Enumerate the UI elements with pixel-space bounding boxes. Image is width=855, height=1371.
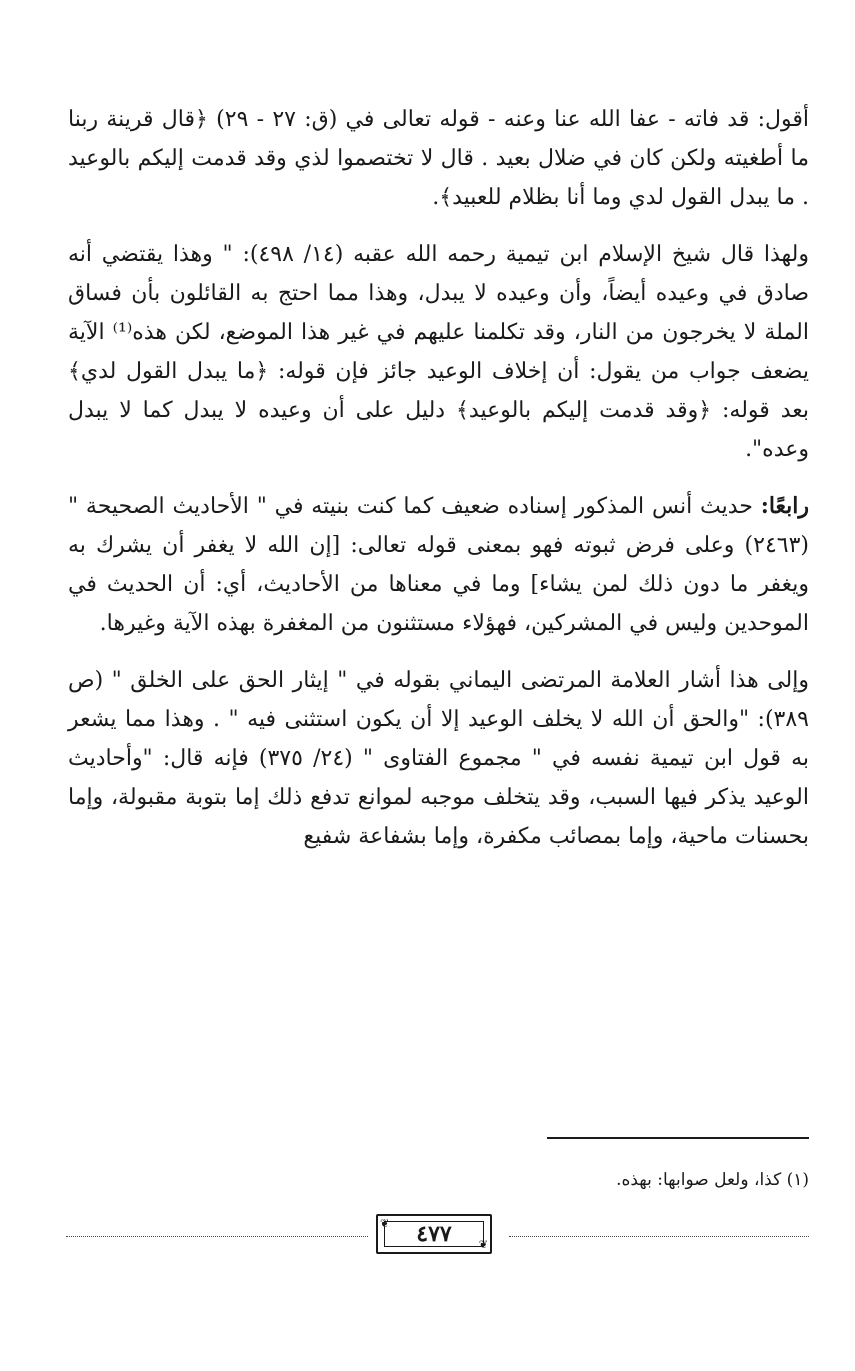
ornament-icon: ❦ <box>478 1238 488 1251</box>
footnote: (١) كذا، ولعل صوابها: بهذه. <box>616 1170 809 1190</box>
paragraph-text: حديث أنس المذكور إسناده ضعيف كما كنت بنيته في " الأحاديث الصحيحة " (٢٤٦٣) وعلى فرض ثبوته فهو بمعنى قوله تعالى: [إن الله لا يغفر أن يشرك به ويغفر ما دون ذلك لمن يشاء] وما في معناها من الأحاديث، أي: أن الحديث في الموحدين وليس في المشركين، فهؤلاء مستثنون من المغفرة بهذه الآية وغيرها. <box>68 494 809 636</box>
paragraph-text: ولهذا قال شيخ الإسلام ابن تيمية رحمه الله عقبه (١٤/ ٤٩٨): " وهذا يقتضي أنه صادق في وعيده أيضاً، وأن وعيده لا يبدل، وهذا مما احتج به القائلون بأن فساق الملة لا يخرجون من النار، وقد تكلمنا عليهم في غير هذا الموضع، لكن هذه⁽¹⁾ الآية يضعف جواب من يقول: أن إخلاف الوعيد جائز فإن قوله: ﴿ما يبدل القول لدي﴾ بعد قوله: ﴿وقد قدمت إليكم بالوعيد﴾ دليل على أن وعيده لا يبدل كما لا يبدل وعده". <box>68 242 810 462</box>
main-text <box>68 100 809 874</box>
footer-dotted-rule-left <box>66 1236 368 1237</box>
paragraph-2 <box>68 235 809 469</box>
page-number-frame <box>376 1214 492 1254</box>
paragraph-3 <box>68 487 809 643</box>
footnote-divider <box>547 1137 809 1139</box>
paragraph-1 <box>68 100 809 217</box>
paragraph-4 <box>68 661 809 856</box>
ornament-icon: ❦ <box>380 1217 390 1230</box>
paragraph-lead: رابعًا: <box>760 493 809 519</box>
page-footer <box>66 1210 809 1258</box>
paragraph-text: وإلى هذا أشار العلامة المرتضى اليماني بقوله في " إيثار الحق على الخلق " (ص ٣٨٩): "والحق أن الله لا يخلف الوعيد إلا أن يكون استثنى فيه " . وهذا مما يشعر به قول ابن تيمية نفسه في " مجموع الفتاوى " (٢٤/ ٣٧٥) فإنه قال: "وأحاديث الوعيد يذكر فيها السبب، وقد يتخلف موجبه لموانع تدفع ذلك إما بتوبة مقبولة، وإما بحسنات ماحية، وإما بمصائب مكفرة، وإما بشفاعة شفيع <box>68 668 810 849</box>
paragraph-text: أقول: قد فاته - عفا الله عنا وعنه - قوله تعالى في (ق: ٢٧ - ٢٩) ﴿قال قرينة ربنا ما أطغيته ولكن كان في ضلال بعيد . قال لا تختصموا لذي وقد قدمت إليكم بالوعيد . ما يبدل القول لدي وما أنا بظلام للعبيد﴾. <box>68 107 810 210</box>
page-number: ٤٧٧ <box>416 1221 452 1247</box>
footer-dotted-rule-right <box>509 1236 809 1237</box>
